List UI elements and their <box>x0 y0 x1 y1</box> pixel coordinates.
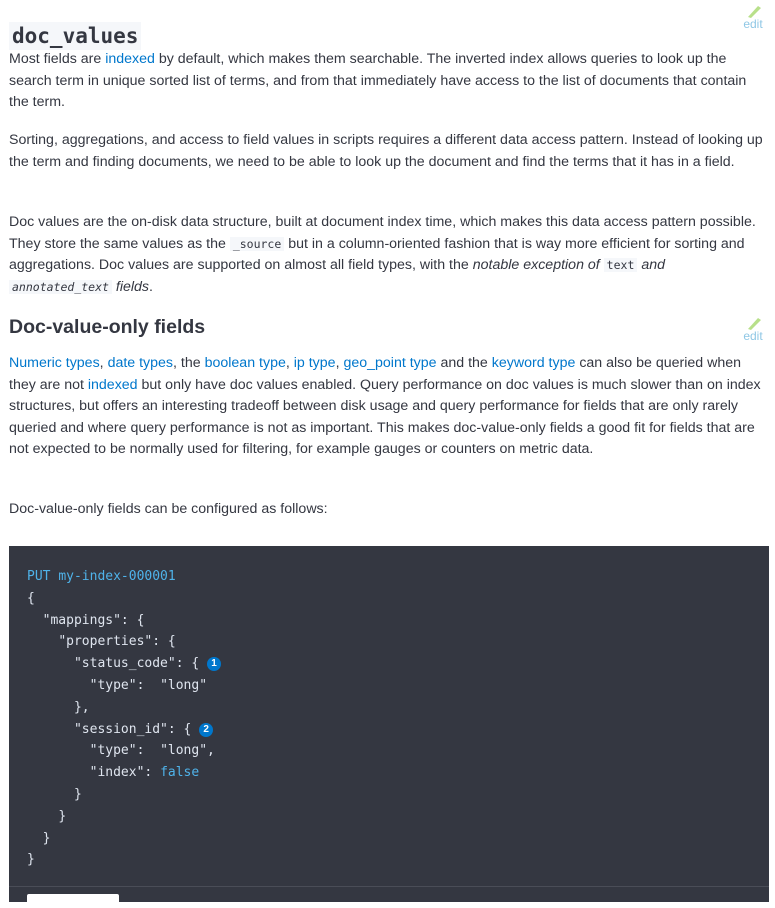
code-source: _source <box>230 237 284 251</box>
callout-1[interactable]: 1 <box>207 657 221 671</box>
code-line: "status_code": { <box>73 656 200 672</box>
link-numeric-types[interactable]: Numeric types <box>9 355 100 371</box>
text: by default, which makes them searchable. The inverted index allows queries to look up the search term in unique sorted list of terms, and from that immediately have access to the list of documents that contain the term. <box>9 51 747 111</box>
code-text: text <box>604 258 638 272</box>
callout-2[interactable]: 2 <box>199 723 213 737</box>
link-indexed[interactable]: indexed <box>87 376 138 393</box>
code-line: "session_id": { <box>73 721 192 737</box>
code-line: "mappings": { <box>42 612 145 628</box>
text: but only have doc values enabled. Query performance on doc values is much slower than on index structures, but offers an interesting tradeoff between disk usage and query performance for fields that are only rarely queried and where query performance is not as important. This makes doc-value-only fields a good fit for fields that are not expected to be normally used for filtering, for example gauges or counters on metric data. <box>9 376 761 458</box>
code-line: } <box>73 786 82 802</box>
paragraph-indexed <box>9 49 764 114</box>
edit-link-section[interactable] <box>738 316 768 342</box>
page-title: doc_values <box>9 22 141 50</box>
code-annotated-text: annotated_text <box>9 280 112 294</box>
pencil-icon <box>742 316 764 330</box>
code-value: "long", <box>160 743 215 759</box>
link-indexed[interactable]: indexed <box>105 51 155 67</box>
code-value: false <box>160 765 200 781</box>
edit-link-title[interactable] <box>738 4 768 30</box>
code-key: "index": <box>89 765 153 781</box>
link-ip-type[interactable]: ip type <box>293 355 336 371</box>
text: , the <box>173 355 205 371</box>
text: , <box>335 355 344 371</box>
code-line: } <box>42 830 51 846</box>
paragraph-sorting: Sorting, aggregations, and access to field values in scripts requires a different data access pattern. Instead of looking up the term and finding documents, we need to be able to look up the document and find the terms that it has in a field. <box>9 132 763 170</box>
text: and the <box>436 355 492 371</box>
text: . <box>149 278 153 295</box>
text: Doc values are the on-disk data structure, built at document index time, which makes this data access pattern possible. They store the same values as the <box>9 214 756 252</box>
code-value: "long" <box>160 677 208 693</box>
code-method: PUT <box>27 569 51 584</box>
paragraph-configured: Doc-value-only fields can be configured as follows: <box>9 501 328 517</box>
code-listing <box>27 566 221 871</box>
copy-as-curl-button[interactable] <box>27 894 119 908</box>
code-line: "properties": { <box>58 634 176 650</box>
link-keyword-type[interactable]: keyword type <box>491 355 576 371</box>
text: Most fields are <box>9 51 106 67</box>
edit-label: edit <box>743 17 763 31</box>
link-date-types[interactable]: date types <box>107 355 174 371</box>
code-block <box>9 546 769 886</box>
text: but in a column-oriented fashion that is way more efficient for sorting and aggregations. Doc values are supported on almost all field types, with the <box>9 235 745 274</box>
text: can also be queried when they are not <box>9 355 742 393</box>
edit-label: edit <box>743 329 763 343</box>
code-path: my-index-000001 <box>58 569 176 584</box>
emphasis: and <box>637 257 665 274</box>
paragraph-doc-value-only <box>9 353 764 461</box>
code-toolbar <box>9 886 769 902</box>
text: , <box>285 355 294 371</box>
pencil-icon <box>742 4 764 18</box>
text: , <box>99 355 108 371</box>
emphasis: notable exception of <box>472 257 604 274</box>
link-geo-point-type[interactable]: geo_point type <box>343 355 437 371</box>
code-key: "type": <box>89 677 145 693</box>
section-heading: Doc-value-only fields <box>9 316 206 338</box>
code-line: } <box>27 852 35 868</box>
emphasis: fields <box>111 278 149 295</box>
link-boolean-type[interactable]: boolean type <box>204 355 286 371</box>
paragraph-doc-values <box>9 212 764 298</box>
code-line: } <box>58 808 67 824</box>
code-key: "type": <box>89 743 145 759</box>
code-line: { <box>27 590 35 606</box>
code-line: }, <box>73 699 90 715</box>
